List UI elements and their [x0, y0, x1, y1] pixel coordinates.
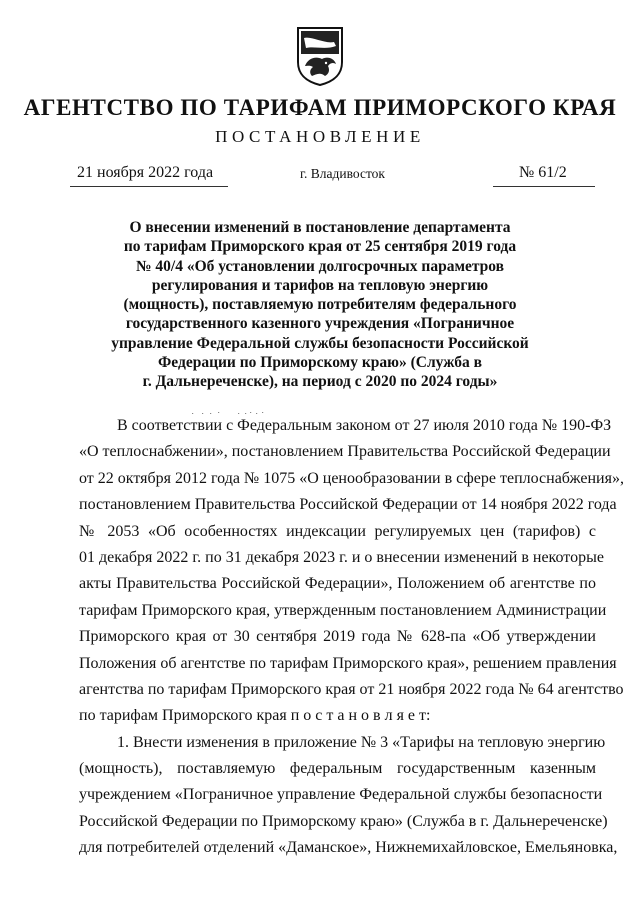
- body-line: В соответствии с Федеральным законом от 27 июля 2010 года № 190-ФЗ: [117, 417, 612, 434]
- document-date: 21 ноября 2022 года: [77, 164, 214, 181]
- title-line: Федерации по Приморскому краю» (Служба в: [157, 354, 483, 372]
- body-line: Российской Федерации по Приморскому краю» (Служба в г. Дальнереченске): [79, 812, 608, 830]
- body-line: тарифам Приморского края, утвержденным постановлением Администрации: [79, 601, 607, 619]
- body-line: от 22 октября 2012 года № 1075 «О ценообразовании в сфере теплоснабжения»,: [79, 469, 624, 487]
- body-line: по тарифам Приморского края п о с т а н о в л я е т:: [79, 707, 431, 725]
- date-underline: [70, 186, 228, 187]
- body-line: Приморского края от 30 сентября 2019 года № 628-па «Об утверждении: [79, 628, 596, 646]
- body-line: постановлением Правительства Российской Федерации от 14 ноября 2022 года: [79, 496, 617, 514]
- body-line: 1. Внести изменения в приложение № 3 «Тарифы на тепловую энергию: [117, 733, 606, 751]
- document-city: г. Владивосток: [300, 166, 385, 181]
- title-line: управление Федеральной службы безопасности Российской: [111, 334, 529, 352]
- document-number: № 61/2: [519, 164, 567, 181]
- body-line: (мощность), поставляемую федеральным государственным казенным: [79, 760, 596, 778]
- body-line: для потребителей отделений «Даманское», Нижнемихайловское, Емельяновка,: [79, 839, 618, 857]
- body-line: Положения об агентстве по тарифам Приморского края», решением правления: [79, 654, 617, 672]
- resolution-body: [79, 413, 624, 862]
- title-line: г. Дальнереченске), на период с 2020 по 2024 годы»: [142, 373, 498, 391]
- body-line: акты Правительства Российской Федерации», Положением об агентстве по: [79, 575, 596, 593]
- resolution-title: [80, 218, 560, 392]
- title-line: государственного казенного учреждения «Пограничное: [125, 315, 515, 333]
- title-line: регулирования и тарифов на тепловую энергию: [151, 276, 489, 294]
- scan-specks: [192, 403, 272, 409]
- body-line: учреждением «Пограничное управление Федеральной службы безопасности: [79, 786, 603, 804]
- body-line: агентства по тарифам Приморского края от 21 ноября 2022 года № 64 агентство: [79, 680, 624, 698]
- primorsky-krai-emblem-icon: [296, 26, 344, 86]
- title-line: О внесении изменений в постановление департамента: [129, 219, 511, 236]
- title-line: (мощность), поставляемую потребителям федерального: [123, 296, 517, 314]
- document-type: ПОСТАНОВЛЕНИЕ: [215, 127, 425, 146]
- title-line: № 40/4 «Об установлении долгосрочных параметров: [135, 257, 505, 275]
- body-line: «О теплоснабжении», постановлением Правительства Российской Федерации: [79, 443, 611, 461]
- body-line: № 2053 «Об особенностях индексации регулируемых цен (тарифов) с: [79, 522, 596, 540]
- title-line: по тарифам Приморского края от 25 сентября 2019 года: [123, 238, 517, 256]
- body-line: 01 декабря 2022 г. по 31 декабря 2023 г. и о внесении изменений в некоторые: [79, 548, 604, 566]
- agency-title: АГЕНТСТВО ПО ТАРИФАМ ПРИМОРСКОГО КРАЯ: [23, 95, 617, 120]
- number-underline: [493, 186, 595, 187]
